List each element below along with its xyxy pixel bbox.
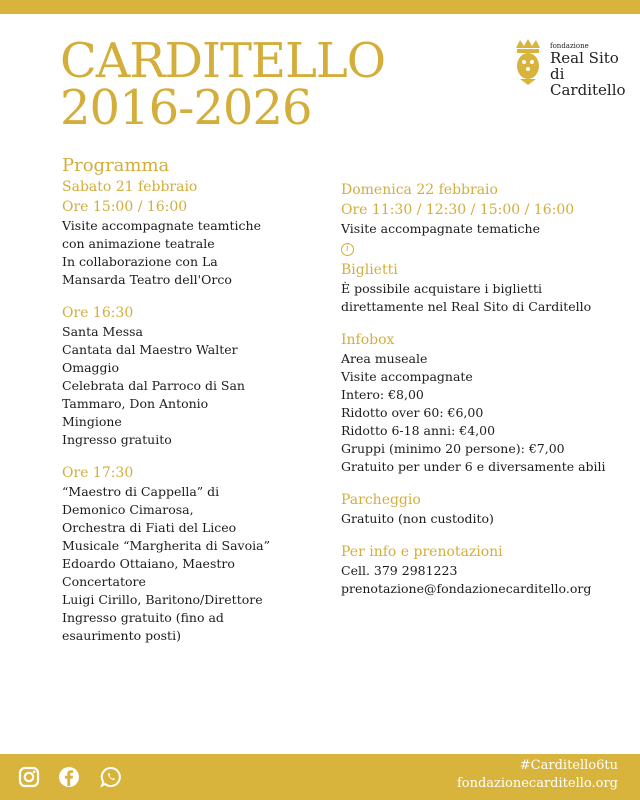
top-bar [0, 0, 640, 14]
left-block3_lines-line: “Maestro di Cappella” di [62, 484, 220, 499]
time-sunday: Ore 11:30 / 12:30 / 15:00 / 16:00 [341, 202, 575, 218]
hashtag: #Carditello6tu [519, 758, 618, 773]
left-block3_lines-line: Concertatore [62, 574, 146, 589]
left-block2_lines-line: Tammaro, Don Antonio [62, 396, 209, 411]
title-line-1: CARDITELLO [60, 33, 386, 89]
day-saturday: Sabato 21 febbraio [62, 179, 198, 195]
left-block3_lines-line: esaurimento posti) [62, 628, 181, 643]
contatti-text [341, 562, 611, 598]
right-infobox_lines-line: Ridotto 6-18 anni: €4,00 [341, 423, 496, 438]
time-1630: Ore 16:30 [62, 305, 134, 321]
left-block3_lines-line: Ingresso gratuito (fino ad [62, 610, 224, 625]
right-infobox_lines-line: Gruppi (minimo 20 persone): €7,00 [341, 441, 565, 456]
block-2-text [62, 323, 312, 449]
time-1730: Ore 17:30 [62, 465, 134, 481]
right-column [341, 180, 611, 598]
left-block1_lines-line: In collaborazione con La [62, 254, 218, 269]
page-title [60, 33, 386, 136]
left-block3_lines-line: Luigi Cirillo, Baritono/Direttore [62, 592, 263, 607]
left-block1_lines-line: Visite accompagnate teamtiche [62, 218, 261, 233]
right-infobox_lines-line: Gratuito per under 6 e diversamente abili [341, 459, 606, 474]
left-block2_lines-line: Santa Messa [62, 324, 143, 339]
logo-text [550, 42, 628, 98]
day-sunday: Domenica 22 febbraio [341, 182, 498, 198]
infobox-heading: Infobox [341, 332, 395, 348]
left-block3_lines-line: Edoardo Ottaiano, Maestro [62, 556, 235, 571]
left-block2_lines-line: Omaggio [62, 360, 120, 375]
parcheggio-text: Gratuito (non custodito) [341, 511, 494, 526]
time-1500: Ore 15:00 / 16:00 [62, 199, 188, 215]
block-1-text [62, 217, 312, 289]
title-line-2: 2016-2026 [60, 80, 312, 136]
biglietti-text [341, 280, 611, 316]
right-biglietti_lines-line: direttamente nel Real Sito di Carditello [341, 299, 592, 314]
left-block3_lines-line: Musicale “Margherita di Savoia” [62, 538, 270, 553]
facebook-icon[interactable] [58, 766, 80, 788]
crown-crest-icon [510, 38, 546, 86]
right-contatti_lines-line: Cell. 379 2981223 [341, 563, 458, 578]
left-block2_lines-line: Cantata dal Maestro Walter [62, 342, 238, 357]
right-infobox_lines-line: Intero: €8,00 [341, 387, 424, 402]
right-infobox_lines-line: Visite accompagnate [341, 369, 473, 384]
left-block1_lines-line: con animazione teatrale [62, 236, 215, 251]
left-block3_lines-line: Orchestra di Fiati del Liceo [62, 520, 237, 535]
info-icon: i [341, 243, 354, 256]
right-infobox_lines-line: Ridotto over 60: €6,00 [341, 405, 484, 420]
logo-line-2: Carditello [550, 81, 626, 99]
biglietti-heading: Biglietti [341, 262, 398, 278]
left-column [62, 155, 312, 645]
fondazione-logo [508, 36, 628, 99]
logo-fondazione: fondazione [550, 42, 589, 50]
block-3-text [62, 483, 312, 645]
programma-heading: Programma [62, 155, 170, 176]
right-biglietti_lines-line: È possibile acquistare i biglietti [341, 281, 542, 296]
left-block2_lines-line: Ingresso gratuito [62, 432, 172, 447]
right-infobox_lines-line: Area museale [341, 351, 428, 366]
whatsapp-icon[interactable] [100, 766, 122, 788]
left-block3_lines-line: Demonico Cimarosa, [62, 502, 194, 517]
left-block1_lines-line: Mansarda Teatro dell'Orco [62, 272, 232, 287]
left-block2_lines-line: Mingione [62, 414, 122, 429]
contatti-heading: Per info e prenotazioni [341, 544, 503, 560]
logo-line-1: Real Sito di [550, 49, 619, 83]
website-link[interactable]: fondazionecarditello.org [456, 776, 618, 791]
parcheggio-heading: Parcheggio [341, 492, 421, 508]
instagram-icon[interactable] [18, 766, 40, 788]
right-contatti_lines-line: prenotazione@fondazionecarditello.org [341, 581, 592, 596]
left-block2_lines-line: Celebrata dal Parroco di San [62, 378, 245, 393]
infobox-text [341, 350, 611, 476]
sunday-visit: Visite accompagnate tematiche [341, 221, 540, 236]
